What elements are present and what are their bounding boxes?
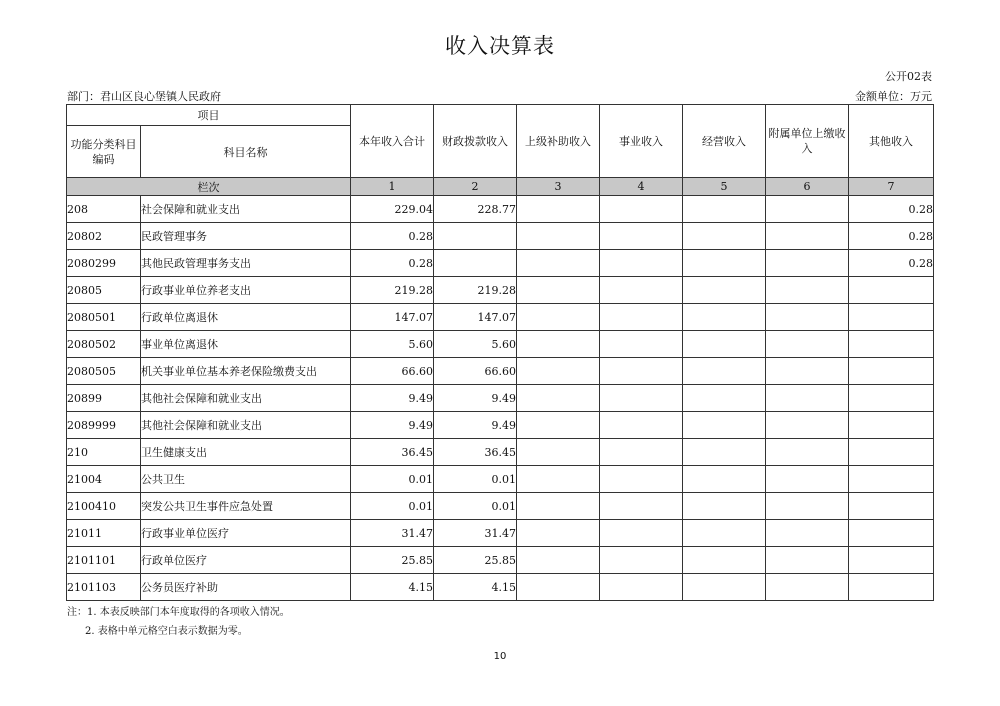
- business-income-cell: [600, 466, 683, 493]
- operating-income-cell: [683, 331, 766, 358]
- subject-code-cell: 21011: [67, 520, 141, 547]
- superior-subsidy-cell: [517, 412, 600, 439]
- operating-income-cell: [683, 574, 766, 601]
- table-row: [67, 250, 934, 277]
- affiliated-income-cell: [766, 304, 849, 331]
- other-income-cell: [849, 520, 934, 547]
- header-col-2: 财政拨款收入: [434, 105, 517, 178]
- table-row: [67, 412, 934, 439]
- subject-name-cell: 事业单位离退休: [141, 331, 351, 358]
- total-income-cell: 5.60: [351, 331, 434, 358]
- subject-name-cell: 其他社会保障和就业支出: [141, 412, 351, 439]
- table-row: [67, 277, 934, 304]
- operating-income-cell: [683, 466, 766, 493]
- affiliated-income-cell: [766, 331, 849, 358]
- superior-subsidy-cell: [517, 385, 600, 412]
- operating-income-cell: [683, 412, 766, 439]
- operating-income-cell: [683, 196, 766, 223]
- subject-code-cell: 20805: [67, 277, 141, 304]
- header-col-6: 附属单位上缴收入: [766, 105, 849, 178]
- other-income-cell: [849, 547, 934, 574]
- business-income-cell: [600, 196, 683, 223]
- superior-subsidy-cell: [517, 547, 600, 574]
- table-row: [67, 520, 934, 547]
- superior-subsidy-cell: [517, 304, 600, 331]
- subject-code-cell: 2100410: [67, 493, 141, 520]
- other-income-cell: 0.28: [849, 196, 934, 223]
- amount-unit-label: 金额单位：万元: [855, 90, 932, 103]
- header-project: 项目: [67, 105, 351, 126]
- header-col-1: 本年收入合计: [351, 105, 434, 178]
- operating-income-cell: [683, 493, 766, 520]
- operating-income-cell: [683, 439, 766, 466]
- subject-code-cell: 2101103: [67, 574, 141, 601]
- table-row: [67, 331, 934, 358]
- subject-name-cell: 行政单位离退休: [141, 304, 351, 331]
- subject-name-cell: 行政单位医疗: [141, 547, 351, 574]
- superior-subsidy-cell: [517, 196, 600, 223]
- subject-name-cell: 其他民政管理事务支出: [141, 250, 351, 277]
- col-number-2: 2: [434, 178, 517, 196]
- fiscal-income-cell: 25.85: [434, 547, 517, 574]
- total-income-cell: 9.49: [351, 412, 434, 439]
- table-row: [67, 304, 934, 331]
- total-income-cell: 147.07: [351, 304, 434, 331]
- other-income-cell: [849, 493, 934, 520]
- col-number-3: 3: [517, 178, 600, 196]
- operating-income-cell: [683, 385, 766, 412]
- total-income-cell: 0.01: [351, 493, 434, 520]
- fiscal-income-cell: 228.77: [434, 196, 517, 223]
- business-income-cell: [600, 439, 683, 466]
- superior-subsidy-cell: [517, 493, 600, 520]
- page-number: 10: [493, 651, 507, 662]
- business-income-cell: [600, 250, 683, 277]
- subject-code-cell: 20899: [67, 385, 141, 412]
- table-row: [67, 547, 934, 574]
- business-income-cell: [600, 331, 683, 358]
- business-income-cell: [600, 223, 683, 250]
- business-income-cell: [600, 574, 683, 601]
- table-row: [67, 574, 934, 601]
- total-income-cell: 9.49: [351, 385, 434, 412]
- header-subject-name: 科目名称: [141, 126, 351, 178]
- subject-name-cell: 行政事业单位医疗: [141, 520, 351, 547]
- fiscal-income-cell: [434, 223, 517, 250]
- col-number-6: 6: [766, 178, 849, 196]
- operating-income-cell: [683, 547, 766, 574]
- fiscal-income-cell: 9.49: [434, 385, 517, 412]
- operating-income-cell: [683, 250, 766, 277]
- table-code: 公开02表: [885, 70, 932, 83]
- other-income-cell: 0.28: [849, 250, 934, 277]
- affiliated-income-cell: [766, 520, 849, 547]
- total-income-cell: 31.47: [351, 520, 434, 547]
- affiliated-income-cell: [766, 493, 849, 520]
- col-number-7: 7: [849, 178, 934, 196]
- other-income-cell: 0.28: [849, 223, 934, 250]
- other-income-cell: [849, 466, 934, 493]
- superior-subsidy-cell: [517, 574, 600, 601]
- operating-income-cell: [683, 277, 766, 304]
- subject-name-cell: 民政管理事务: [141, 223, 351, 250]
- other-income-cell: [849, 412, 934, 439]
- business-income-cell: [600, 277, 683, 304]
- other-income-cell: [849, 358, 934, 385]
- fiscal-income-cell: 31.47: [434, 520, 517, 547]
- business-income-cell: [600, 547, 683, 574]
- table-row: [67, 196, 934, 223]
- subject-code-cell: 2080505: [67, 358, 141, 385]
- other-income-cell: [849, 331, 934, 358]
- header-col-4: 事业收入: [600, 105, 683, 178]
- total-income-cell: 66.60: [351, 358, 434, 385]
- total-income-cell: 229.04: [351, 196, 434, 223]
- superior-subsidy-cell: [517, 331, 600, 358]
- income-table: [66, 104, 934, 601]
- department-label: 部门：君山区良心堡镇人民政府: [67, 90, 221, 103]
- operating-income-cell: [683, 358, 766, 385]
- col-number-4: 4: [600, 178, 683, 196]
- table-row: [67, 385, 934, 412]
- subject-code-cell: 210: [67, 439, 141, 466]
- affiliated-income-cell: [766, 547, 849, 574]
- fiscal-income-cell: 0.01: [434, 493, 517, 520]
- header-func-code: 功能分类科目编码: [67, 126, 141, 178]
- fiscal-income-cell: 0.01: [434, 466, 517, 493]
- other-income-cell: [849, 439, 934, 466]
- fiscal-income-cell: 147.07: [434, 304, 517, 331]
- other-income-cell: [849, 385, 934, 412]
- fiscal-income-cell: 5.60: [434, 331, 517, 358]
- fiscal-income-cell: 4.15: [434, 574, 517, 601]
- superior-subsidy-cell: [517, 223, 600, 250]
- affiliated-income-cell: [766, 412, 849, 439]
- table-row: [67, 466, 934, 493]
- superior-subsidy-cell: [517, 358, 600, 385]
- total-income-cell: 0.01: [351, 466, 434, 493]
- header-col-5: 经营收入: [683, 105, 766, 178]
- operating-income-cell: [683, 223, 766, 250]
- header-col-3: 上级补助收入: [517, 105, 600, 178]
- business-income-cell: [600, 412, 683, 439]
- operating-income-cell: [683, 304, 766, 331]
- affiliated-income-cell: [766, 277, 849, 304]
- fiscal-income-cell: [434, 250, 517, 277]
- subject-code-cell: 2101101: [67, 547, 141, 574]
- business-income-cell: [600, 304, 683, 331]
- subject-code-cell: 2080299: [67, 250, 141, 277]
- business-income-cell: [600, 385, 683, 412]
- fiscal-income-cell: 66.60: [434, 358, 517, 385]
- business-income-cell: [600, 520, 683, 547]
- fiscal-income-cell: 36.45: [434, 439, 517, 466]
- superior-subsidy-cell: [517, 250, 600, 277]
- superior-subsidy-cell: [517, 466, 600, 493]
- subject-name-cell: 公务员医疗补助: [141, 574, 351, 601]
- subject-name-cell: 行政事业单位养老支出: [141, 277, 351, 304]
- superior-subsidy-cell: [517, 439, 600, 466]
- total-income-cell: 25.85: [351, 547, 434, 574]
- subject-code-cell: 2080501: [67, 304, 141, 331]
- row-number-label: 栏次: [67, 178, 351, 196]
- operating-income-cell: [683, 520, 766, 547]
- table-row: [67, 439, 934, 466]
- affiliated-income-cell: [766, 385, 849, 412]
- superior-subsidy-cell: [517, 520, 600, 547]
- subject-name-cell: 机关事业单位基本养老保险缴费支出: [141, 358, 351, 385]
- total-income-cell: 4.15: [351, 574, 434, 601]
- subject-code-cell: 2089999: [67, 412, 141, 439]
- total-income-cell: 219.28: [351, 277, 434, 304]
- note-2: 2. 表格中单元格空白表示数据为零。: [85, 626, 248, 637]
- subject-name-cell: 突发公共卫生事件应急处置: [141, 493, 351, 520]
- other-income-cell: [849, 574, 934, 601]
- other-income-cell: [849, 277, 934, 304]
- subject-code-cell: 208: [67, 196, 141, 223]
- business-income-cell: [600, 493, 683, 520]
- table-row: [67, 358, 934, 385]
- header-col-7: 其他收入: [849, 105, 934, 178]
- subject-name-cell: 其他社会保障和就业支出: [141, 385, 351, 412]
- total-income-cell: 0.28: [351, 223, 434, 250]
- col-number-1: 1: [351, 178, 434, 196]
- fiscal-income-cell: 9.49: [434, 412, 517, 439]
- subject-code-cell: 21004: [67, 466, 141, 493]
- affiliated-income-cell: [766, 574, 849, 601]
- page-title: 收入决算表: [445, 34, 555, 58]
- note-1: 注：1. 本表反映部门本年度取得的各项收入情况。: [67, 607, 290, 618]
- total-income-cell: 36.45: [351, 439, 434, 466]
- affiliated-income-cell: [766, 250, 849, 277]
- other-income-cell: [849, 304, 934, 331]
- col-number-5: 5: [683, 178, 766, 196]
- subject-name-cell: 公共卫生: [141, 466, 351, 493]
- superior-subsidy-cell: [517, 277, 600, 304]
- affiliated-income-cell: [766, 223, 849, 250]
- affiliated-income-cell: [766, 196, 849, 223]
- subject-name-cell: 社会保障和就业支出: [141, 196, 351, 223]
- affiliated-income-cell: [766, 358, 849, 385]
- affiliated-income-cell: [766, 466, 849, 493]
- business-income-cell: [600, 358, 683, 385]
- total-income-cell: 0.28: [351, 250, 434, 277]
- subject-code-cell: 2080502: [67, 331, 141, 358]
- table-row: [67, 493, 934, 520]
- subject-name-cell: 卫生健康支出: [141, 439, 351, 466]
- fiscal-income-cell: 219.28: [434, 277, 517, 304]
- affiliated-income-cell: [766, 439, 849, 466]
- subject-code-cell: 20802: [67, 223, 141, 250]
- table-row: [67, 223, 934, 250]
